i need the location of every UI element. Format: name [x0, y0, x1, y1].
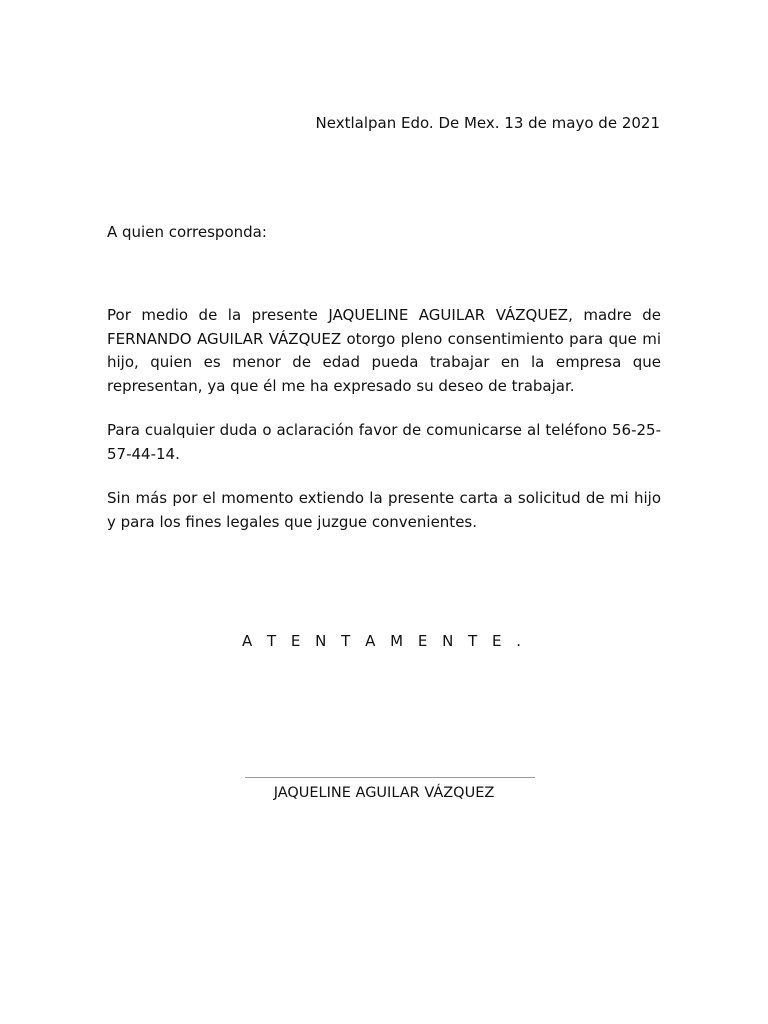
greeting: A quien corresponda:	[107, 223, 267, 241]
paragraph-consent: Por medio de la presente JAQUELINE AGUILAR VÁZQUEZ, madre de FERNANDO AGUILAR VÁZQUEZ otorgo pleno consentimiento para que mi hijo, quien es menor de edad pueda trabajar en la empresa que representan, ya que él me ha expresado su deseo de trabajar.	[107, 306, 661, 395]
closing-salutation: A T E N T A M E N T E .	[241, 632, 527, 650]
signature-line	[245, 777, 535, 778]
paragraph-contact: Para cualquier duda o aclaración favor de comunicarse al teléfono 56-25-57-44-14.	[107, 421, 661, 463]
paragraph-closing: Sin más por el momento extiendo la presente carta a solicitud de mi hijo y para los fines legales que juzgue convenientes.	[107, 489, 661, 531]
signature-name: JAQUELINE AGUILAR VÁZQUEZ	[273, 785, 495, 801]
letter-body	[107, 304, 661, 534]
date-line: Nextlalpan Edo. De Mex. 13 de mayo de 2021	[315, 114, 660, 132]
